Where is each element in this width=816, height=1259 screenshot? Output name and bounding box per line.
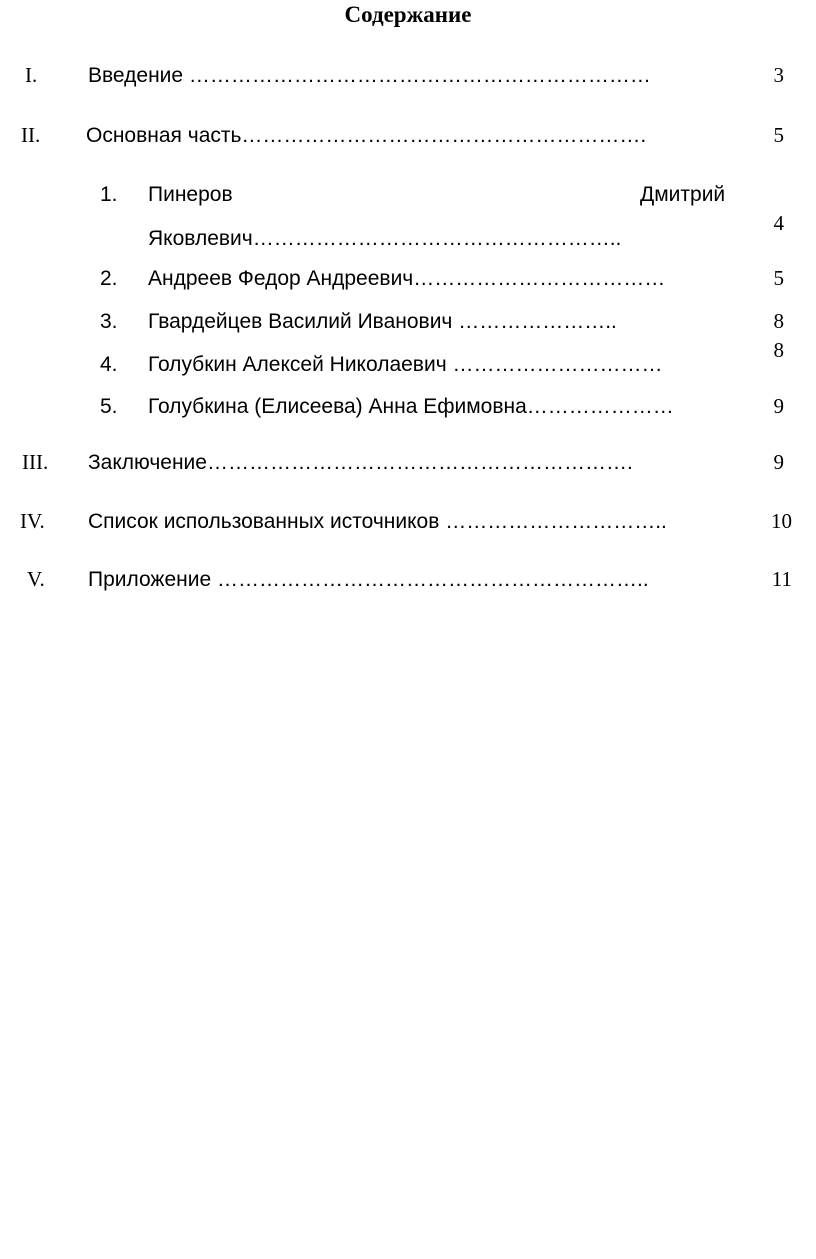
- toc-text: Основная часть………………………………………………….: [86, 124, 647, 147]
- toc-text: Список использованных источников …………………………..: [88, 510, 667, 533]
- toc-numeral: V.: [27, 567, 45, 591]
- toc-page-number: 5: [773, 123, 784, 147]
- toc-page-number: 9: [773, 450, 784, 474]
- toc-page-number: 5: [773, 266, 784, 290]
- toc-sub-number: 4.: [100, 353, 118, 376]
- toc-page-number: 9: [773, 394, 784, 418]
- toc-page-number: 3: [773, 63, 784, 87]
- toc-sub-text: Голубкина (Елисеева) Анна Ефимовна…………………: [148, 395, 674, 418]
- toc-text: Заключение…………………………………………………….: [88, 451, 633, 474]
- toc-text: Введение …………………………………………………………: [88, 64, 651, 87]
- toc-page-number: 8: [773, 309, 784, 333]
- toc-page-number: 8: [773, 338, 784, 362]
- toc-sub-number: 5.: [100, 395, 118, 418]
- toc-sub-text: Голубкин Алексей Николаевич …………………………: [148, 353, 663, 376]
- toc-sub-number: 3.: [100, 310, 118, 333]
- toc-sub-number: 1.: [100, 183, 118, 206]
- toc-sub-text: Яковлевич……………………………………………..: [148, 227, 622, 250]
- page-title: Содержание: [344, 2, 472, 27]
- toc-sub-text: Андреев Федор Андреевич………………………………: [148, 267, 666, 290]
- toc-numeral: IV.: [20, 509, 45, 533]
- toc-page-number: 11: [771, 567, 792, 591]
- toc-page-number: 4: [773, 211, 784, 235]
- toc-numeral: I.: [25, 63, 38, 87]
- toc-numeral: II.: [21, 123, 41, 147]
- toc-sub-text: Пинеров: [148, 183, 233, 206]
- toc-text: Приложение ……………………………………………………..: [88, 568, 649, 591]
- toc-sub-number: 2.: [100, 267, 118, 290]
- toc-page-number: 10: [771, 509, 792, 533]
- toc-sub-text: Дмитрий: [640, 183, 726, 206]
- toc-numeral: III.: [22, 450, 49, 474]
- toc-sub-text: Гвардейцев Василий Иванович …………………..: [148, 310, 617, 333]
